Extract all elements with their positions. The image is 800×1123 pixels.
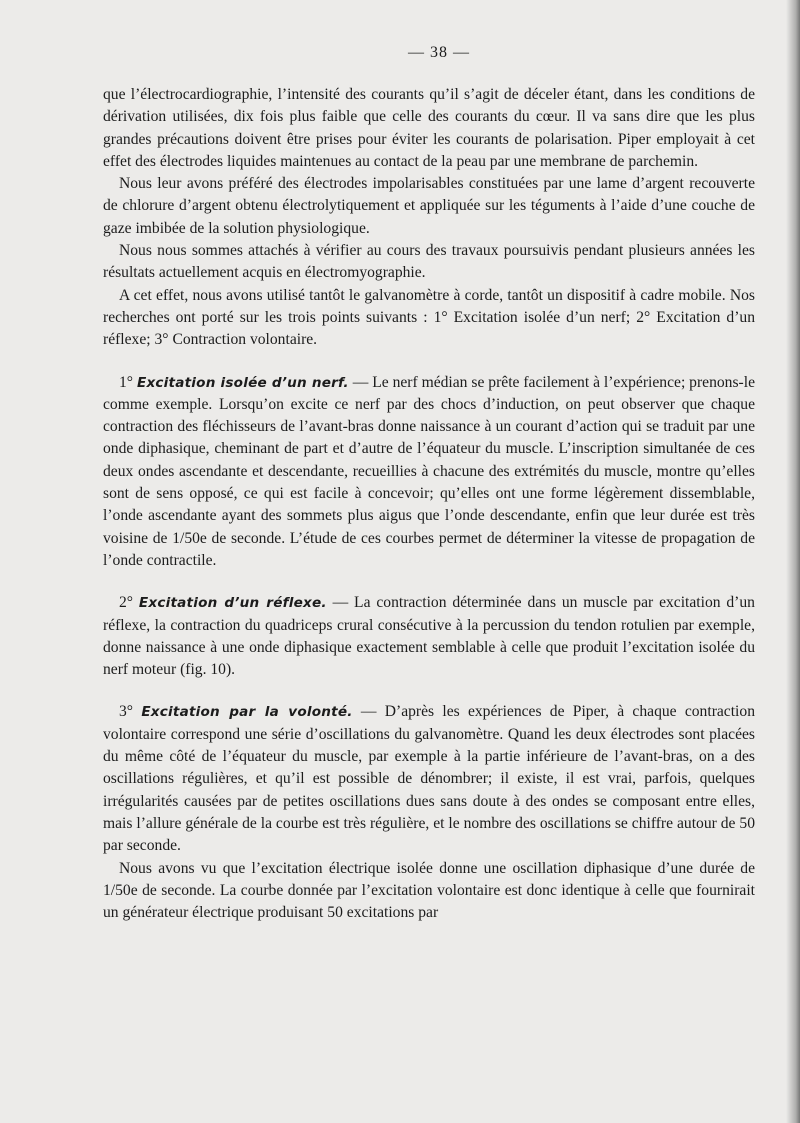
- paragraph-2: Nous leur avons préféré des électrodes impolarisables constituées par une lame d’argent recouverte de chlorure d’argent obtenu électrolytiquement et appliquée sur les téguments à l’aide d’une couche de gaze imbibée de la solution physiologique.: [103, 175, 755, 237]
- section-1-text: — Le nerf médian se prête facilement à l’expérience; prenons-le comme exemple. Lorsqu’on excite ce nerf par des chocs d’induction, on peut observer que chaque contraction des fléchisseurs de l’avant-bras donne naissance à un courant d’action qui se traduit par une onde diphasique, cheminant de part et d’autre de l’équateur du muscle. L’inscription simultanée de ces deux ondes ascendante et descendante, recueillies à chacune des extrémités du muscle, montre qu’elles sont de sens opposé, ce qui est facile à concevoir; qu’elles ont une forme légèrement dissemblable, l’onde ascendante ayant des sommets plus aigus que l’onde descendante, enfin que leur durée est très voisine de 1/50e de seconde. L’étude de ces courbes permet de déterminer la vitesse de propagation de l’onde contractile.: [103, 373, 755, 569]
- section-3-paragraph: [103, 701, 755, 857]
- section-2-number: 2°: [119, 594, 134, 612]
- section-1-paragraph: [103, 372, 755, 573]
- section-3-text: — D’après les expériences de Piper, à chaque contraction volontaire correspond une série d’oscillations du galvanomètre. Quand les deux électrodes sont placées du même côté de l’équateur du muscle, par exemple à la partie inférieure de l’avant-bras, on a des oscillations régulières, et qu’il est possible de dénombrer; il existe, il est vrai, parfois, quelques irrégularités causées par de petites oscillations dues sans doute à des ondes se composant entre elles, mais l’allure générale de la courbe est très régulière, et le nombre des oscillations se chiffre autour de 50 par seconde.: [103, 703, 755, 855]
- paragraph-4: A cet effet, nous avons utilisé tantôt le galvanomètre à corde, tantôt un dispositif à cadre mobile. Nos recherches ont porté sur les trois points suivants : 1° Excitation isolée d’un nerf; 2° Excitation d’un réflexe; 3° Contraction volontaire.: [103, 286, 755, 349]
- page-number: — 38 —: [408, 44, 470, 61]
- section-2-text: — La contraction déterminée dans un muscle par excitation d’un réflexe, la contraction du quadriceps crural consécutive à la percussion du tendon rotulien par exemple, donne naissance à une onde diphasique exactement semblable à celle que produit l’excitation isolée du nerf moteur (fig. 10).: [103, 594, 755, 679]
- section-2-heading: Excitation d’un réflexe.: [138, 595, 327, 612]
- section-1-number: 1°: [119, 373, 134, 391]
- paragraph-final: Nous avons vu que l’excitation électrique isolée donne une oscillation diphasique d’une durée de 1/50e de seconde. La courbe donnée par l’excitation volontaire est donc identique à celle que fournirait un générateur électrique produisant 50 excitations par: [103, 859, 755, 922]
- section-1-heading: Excitation isolée d’un nerf.: [136, 374, 349, 391]
- section-2-paragraph: [103, 592, 755, 681]
- page-edge-shadow: [786, 0, 800, 1123]
- paragraph-1: que l’électrocardiographie, l’intensité des courants qu’il s’agit de déceler étant, dans les conditions de dérivation utilisées, dix fois plus faible que celle des courants du cœur. Il va sans dire que les plus grandes précautions doivent être prises pour éviter les courants de polarisation. Piper employait à cet effet des électrodes liquides maintenues au contact de la peau par une membrane de parchemin.: [103, 86, 755, 170]
- text-body: [103, 42, 755, 924]
- paragraph-3: Nous nous sommes attachés à vérifier au cours des travaux poursuivis pendant plusieurs années les résultats actuellement acquis en électromyographie.: [103, 242, 755, 282]
- section-3-heading: Excitation par la volonté.: [141, 704, 353, 721]
- section-3-number: 3°: [119, 703, 134, 721]
